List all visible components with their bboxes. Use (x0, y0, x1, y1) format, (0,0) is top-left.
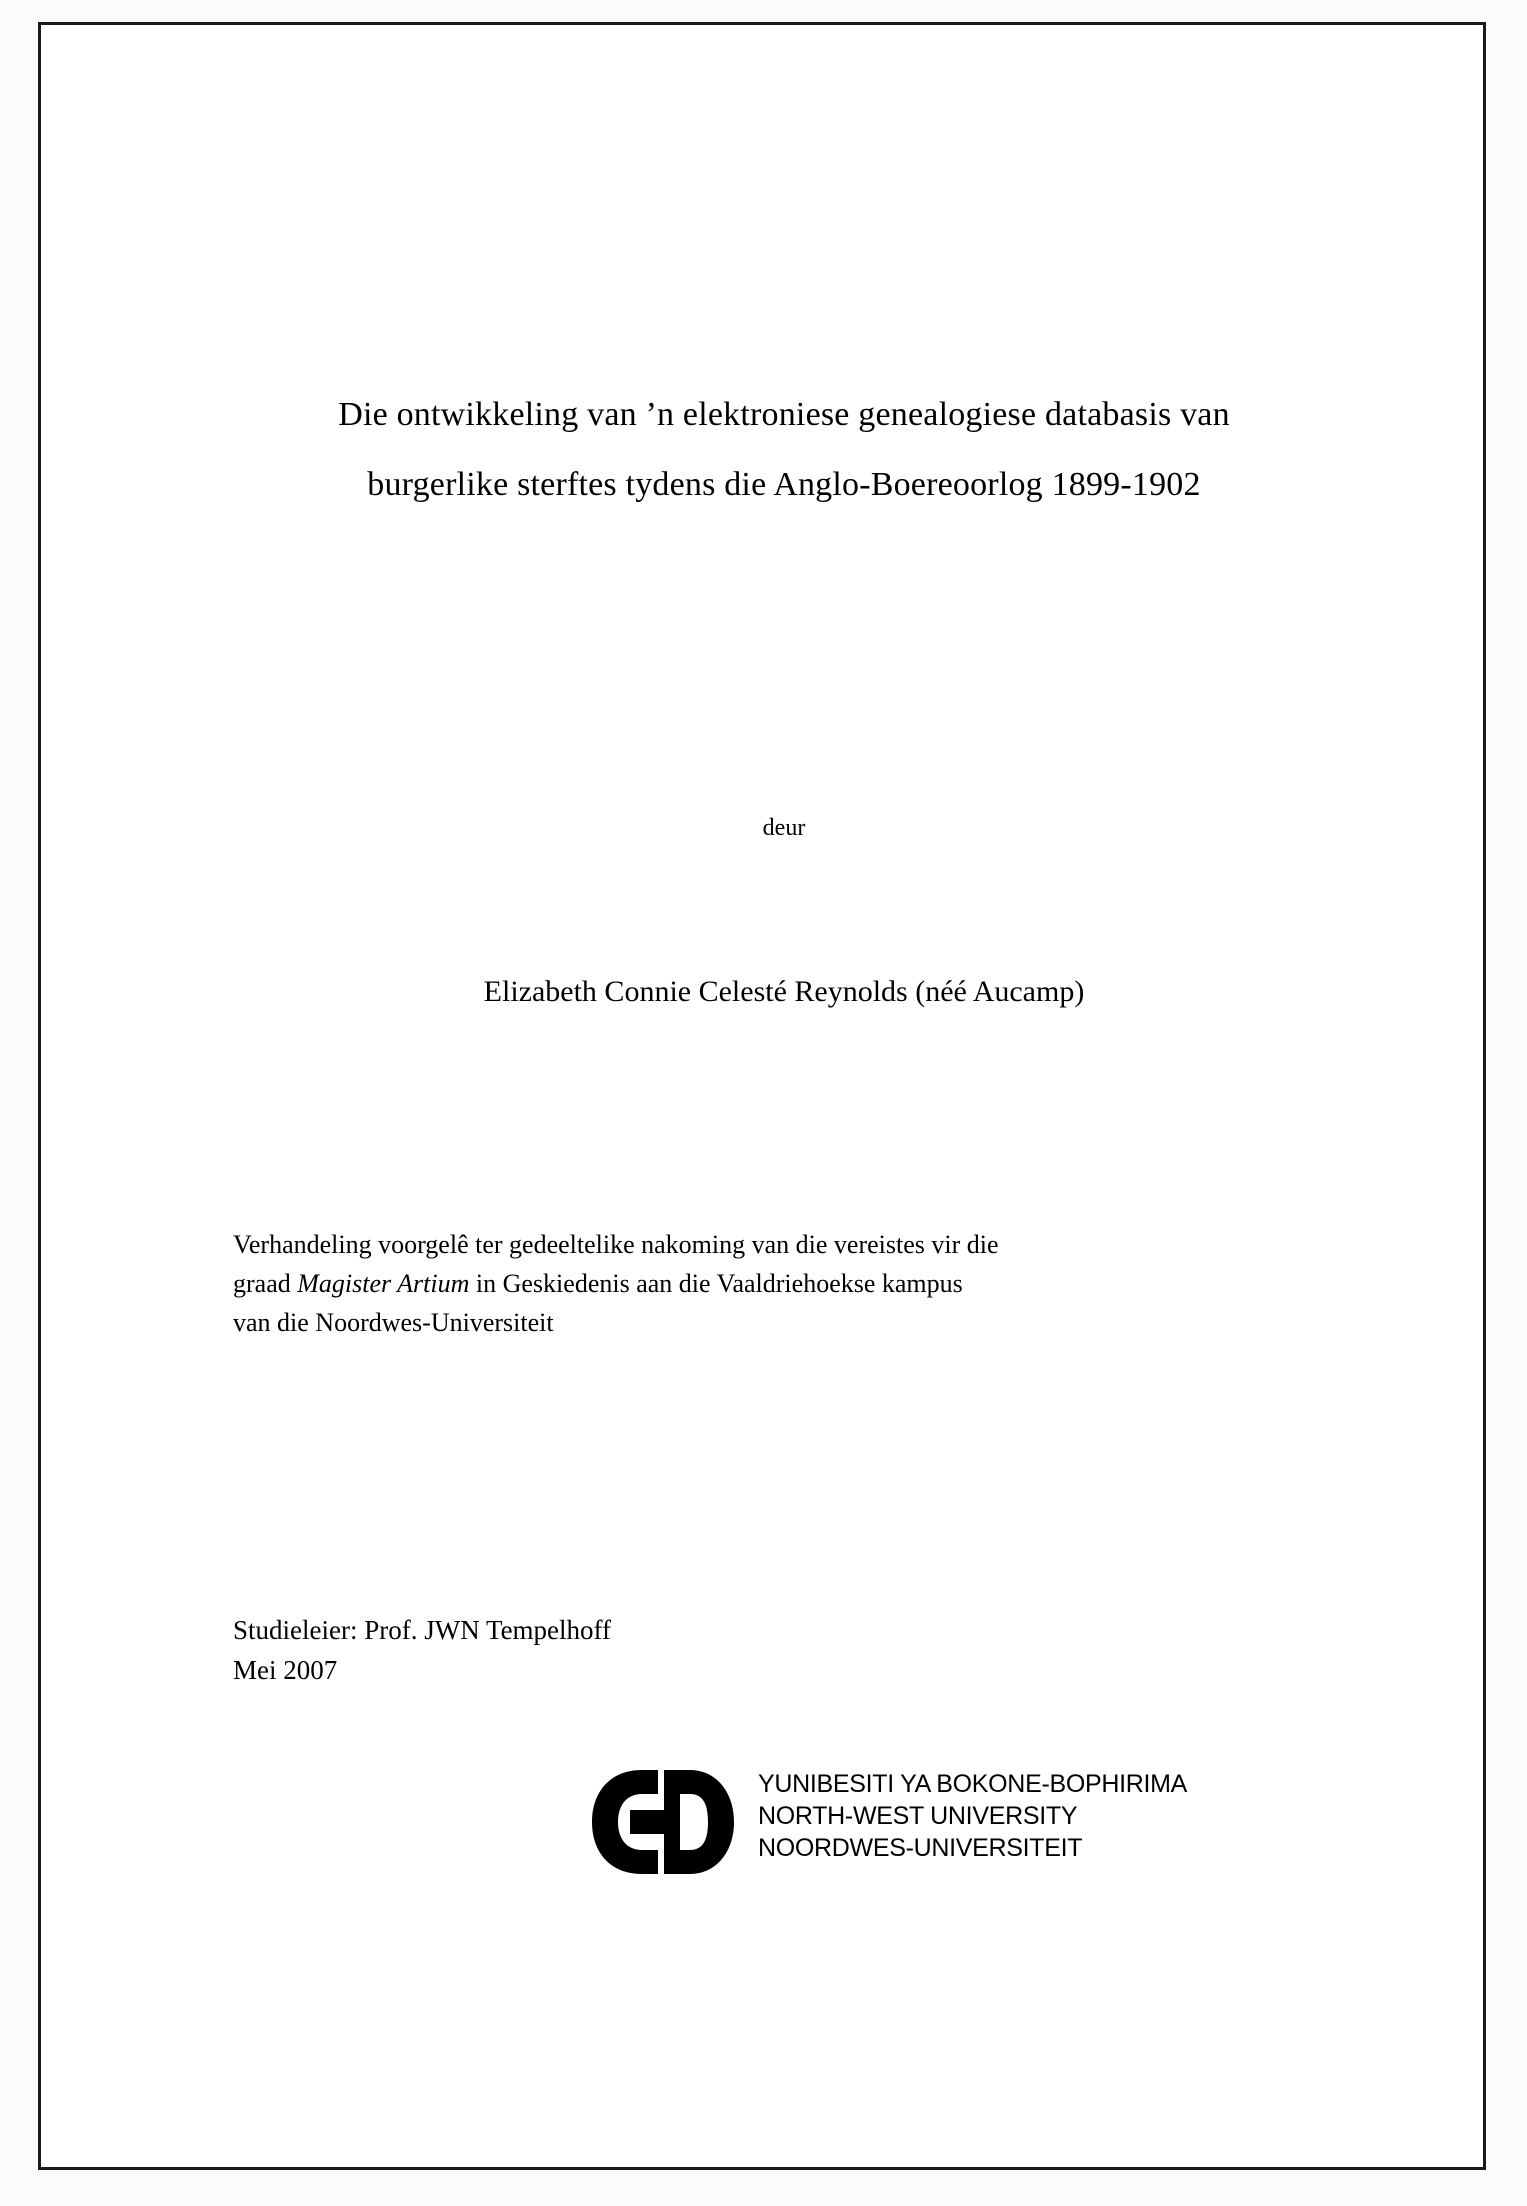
declaration-line-2-suffix: in Geskiedenis aan die Vaaldriehoekse kampus (469, 1269, 963, 1298)
declaration-line-3: van die Noordwes-Universiteit (233, 1308, 554, 1337)
logo-text-line-3: NOORDWES-UNIVERSITEIT (758, 1834, 1083, 1862)
title-line-2: burgerlike sterftes tydens die Anglo-Boereoorlog 1899-1902 (367, 466, 1201, 503)
title-line-1: Die ontwikkeling van ’n elektroniese genealogiese databasis van (338, 396, 1230, 433)
date-line: Mei 2007 (233, 1655, 338, 1685)
university-logo (586, 1760, 1286, 1890)
logo-text-line-2: NORTH-WEST UNIVERSITY (758, 1802, 1078, 1830)
logo-text-line-1: YUNIBESITI YA BOKONE-BOPHIRIMA (758, 1770, 1188, 1798)
page-border-frame (38, 22, 1486, 2170)
degree-declaration (233, 1225, 1333, 1342)
page-content-area (191, 25, 1381, 2173)
page-title (209, 380, 1359, 520)
degree-name: Magister Artium (297, 1269, 470, 1298)
declaration-line-1: Verhandeling voorgelê ter gedeeltelike nakoming van die vereistes vir die (233, 1230, 999, 1259)
declaration-line-2 (233, 1264, 1333, 1303)
north-west-university-logo-icon (586, 1766, 746, 1878)
supervisor-and-date (233, 1610, 1133, 1690)
author-name: Elizabeth Connie Celesté Reynolds (néé Aucamp) (483, 975, 1085, 1008)
byline-label: deur (762, 815, 806, 841)
university-logo-text (758, 1768, 1187, 1864)
declaration-line-2-prefix: graad (233, 1269, 298, 1298)
supervisor-line: Studieleier: Prof. JWN Tempelhoff (233, 1615, 612, 1645)
